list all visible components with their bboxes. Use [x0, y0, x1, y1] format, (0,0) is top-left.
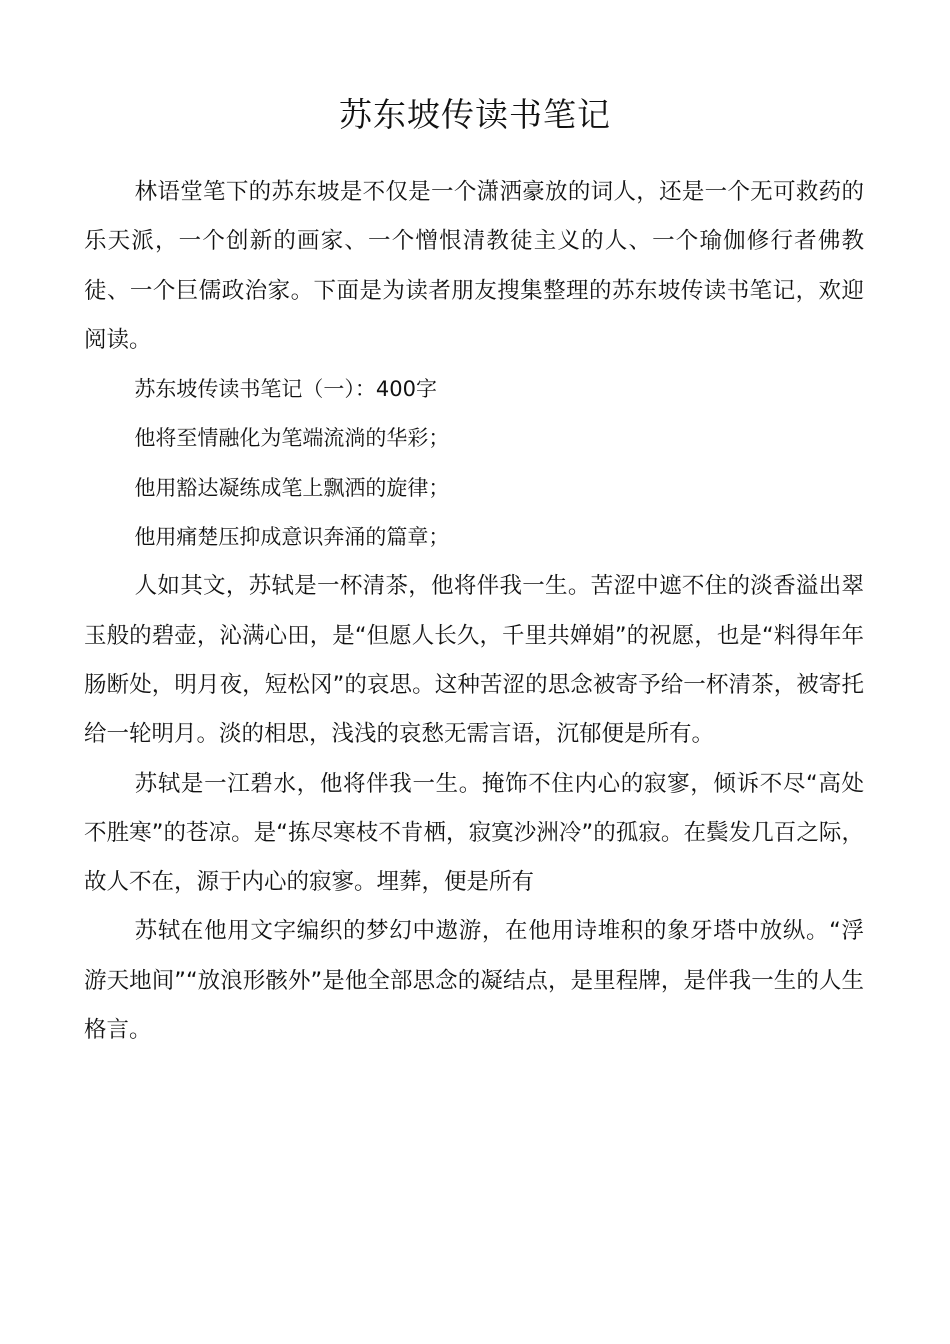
document-body	[84, 168, 864, 1055]
verse-line: 他用痛楚压抑成意识奔涌的篇章；	[134, 525, 450, 550]
intro-paragraph: 林语堂笔下的苏东坡是不仅是一个潇洒豪放的词人，还是一个无可救药的乐天派，一个创新的画家、一个憎恨清教徒主义的人、一个瑜伽修行者佛教徒、一个巨儒政治家。下面是为读者朋友搜集整理的苏东坡传读书笔记，欢迎阅读。	[84, 179, 864, 353]
section-heading: 苏东坡传读书笔记（一）：400字	[134, 377, 437, 402]
verse-line: 他将至情融化为笔端流淌的华彩；	[134, 426, 450, 451]
body-paragraph: 苏轼在他用文字编织的梦幻中遨游，在他用诗堆积的象牙塔中放纵。“浮游天地间”“放浪形骸外”是他全部思念的凝结点，是里程牌，是伴我一生的人生格言。	[84, 918, 864, 1044]
verse-line: 他用豁达凝练成笔上飘洒的旋律；	[134, 475, 450, 500]
document-title: 苏东坡传读书笔记	[339, 95, 611, 134]
body-paragraph: 苏轼是一江碧水，他将伴我一生。掩饰不住内心的寂寥，倾诉不尽“高处不胜寒”的苍凉。是“拣尽寒枝不肯栖，寂寞沙洲冷”的孤寂。在鬓发几百之际，故人不在，源于内心的寂寥。埋葬，便是所有	[84, 770, 864, 896]
body-paragraph: 人如其文，苏轼是一杯清茶，他将伴我一生。苦涩中遮不住的淡香溢出翠玉般的碧壶，沁满心田，是“但愿人长久，千里共婵娟”的祝愿，也是“料得年年肠断处，明月夜，短松冈”的哀思。这种苦涩的思念被寄予给一杯清茶，被寄托给一轮明月。淡的相思，浅浅的哀愁无需言语，沉郁便是所有。	[84, 573, 864, 748]
